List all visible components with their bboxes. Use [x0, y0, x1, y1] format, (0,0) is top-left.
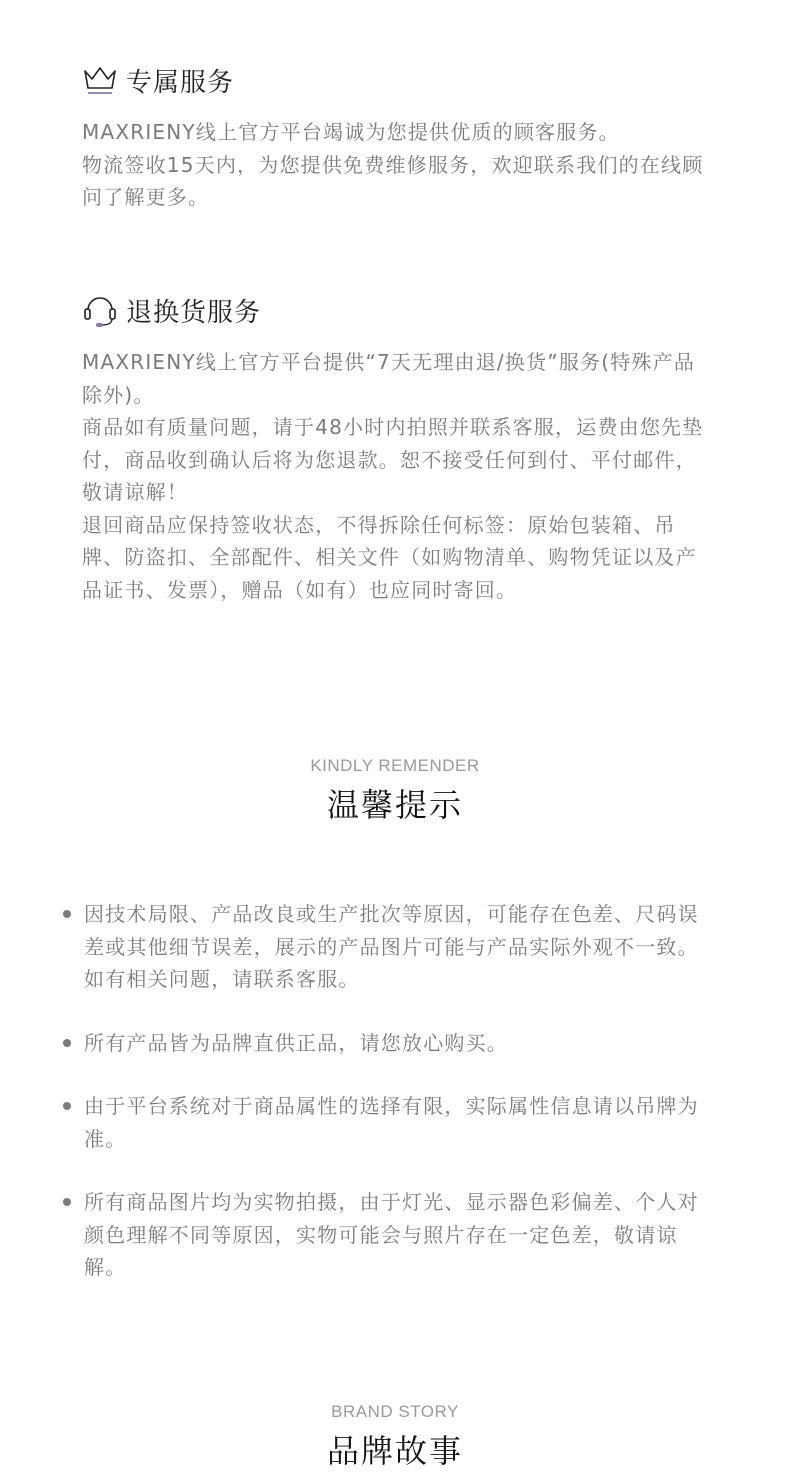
- exclusive-service-section: [82, 62, 712, 214]
- exclusive-service-header: [82, 62, 712, 98]
- crown-icon: [82, 62, 118, 98]
- bullet-icon: [60, 1186, 84, 1284]
- reminder-title: 温馨提示: [326, 786, 463, 824]
- paragraph: 退回商品应保持签收状态，不得拆除任何标签：原始包装箱、吊牌、防盗扣、全部配件、相关文件（如购物清单、购物凭证以及产品证书、发票），赠品（如有）也应同时寄回。: [82, 512, 697, 602]
- list-item: [60, 1090, 715, 1155]
- return-service-section: [82, 292, 712, 606]
- reminder-list: [60, 898, 715, 1315]
- paragraph: MAXRIENY线上官方平台提供“7天无理由退/换货”服务(特殊产品除外)。: [82, 350, 696, 407]
- headset-icon: [82, 292, 118, 328]
- bullet-icon: [60, 1090, 84, 1155]
- paragraph: 商品如有质量问题，请于48小时内拍照并联系客服，运费由您先垫付，商品收到确认后将为您退款。恕不接受任何到付、平付邮件，敬请谅解！: [82, 415, 704, 504]
- exclusive-service-title: 专属服务: [126, 67, 235, 98]
- brand-story-heading: [0, 1402, 790, 1472]
- exclusive-service-text: [82, 116, 712, 214]
- reminder-heading: [0, 756, 790, 826]
- return-service-title: 退换货服务: [126, 297, 262, 328]
- list-item-text: 所有产品皆为品牌直供正品，请您放心购买。: [84, 1030, 508, 1055]
- list-item-text: 由于平台系统对于商品属性的选择有限，实际属性信息请以吊牌为准。: [84, 1094, 699, 1151]
- brand-story-subtitle-en: BRAND STORY: [331, 1402, 459, 1421]
- list-item: [60, 1027, 715, 1060]
- return-service-text: [82, 346, 712, 606]
- list-item-text: 因技术局限、产品改良或生产批次等原因，可能存在色差、尺码误差或其他细节误差，展示的产品图片可能与产品实际外观不一致。如有相关问题，请联系客服。: [84, 902, 699, 991]
- bullet-icon: [60, 1027, 84, 1060]
- list-item: [60, 1186, 715, 1284]
- paragraph: MAXRIENY线上官方平台竭诚为您提供优质的顾客服务。: [82, 120, 620, 144]
- bullet-icon: [60, 898, 84, 996]
- brand-story-title: 品牌故事: [326, 1432, 463, 1470]
- list-item: [60, 898, 715, 996]
- return-service-header: [82, 292, 712, 328]
- list-item-text: 所有商品图片均为实物拍摄，由于灯光、显示器色彩偏差、个人对颜色理解不同等原因，实物可能会与照片存在一定色差，敬请谅解。: [84, 1190, 699, 1279]
- paragraph: 物流签收15天内，为您提供免费维修服务，欢迎联系我们的在线顾问了解更多。: [82, 152, 704, 209]
- reminder-subtitle-en: KINDLY REMENDER: [310, 756, 480, 775]
